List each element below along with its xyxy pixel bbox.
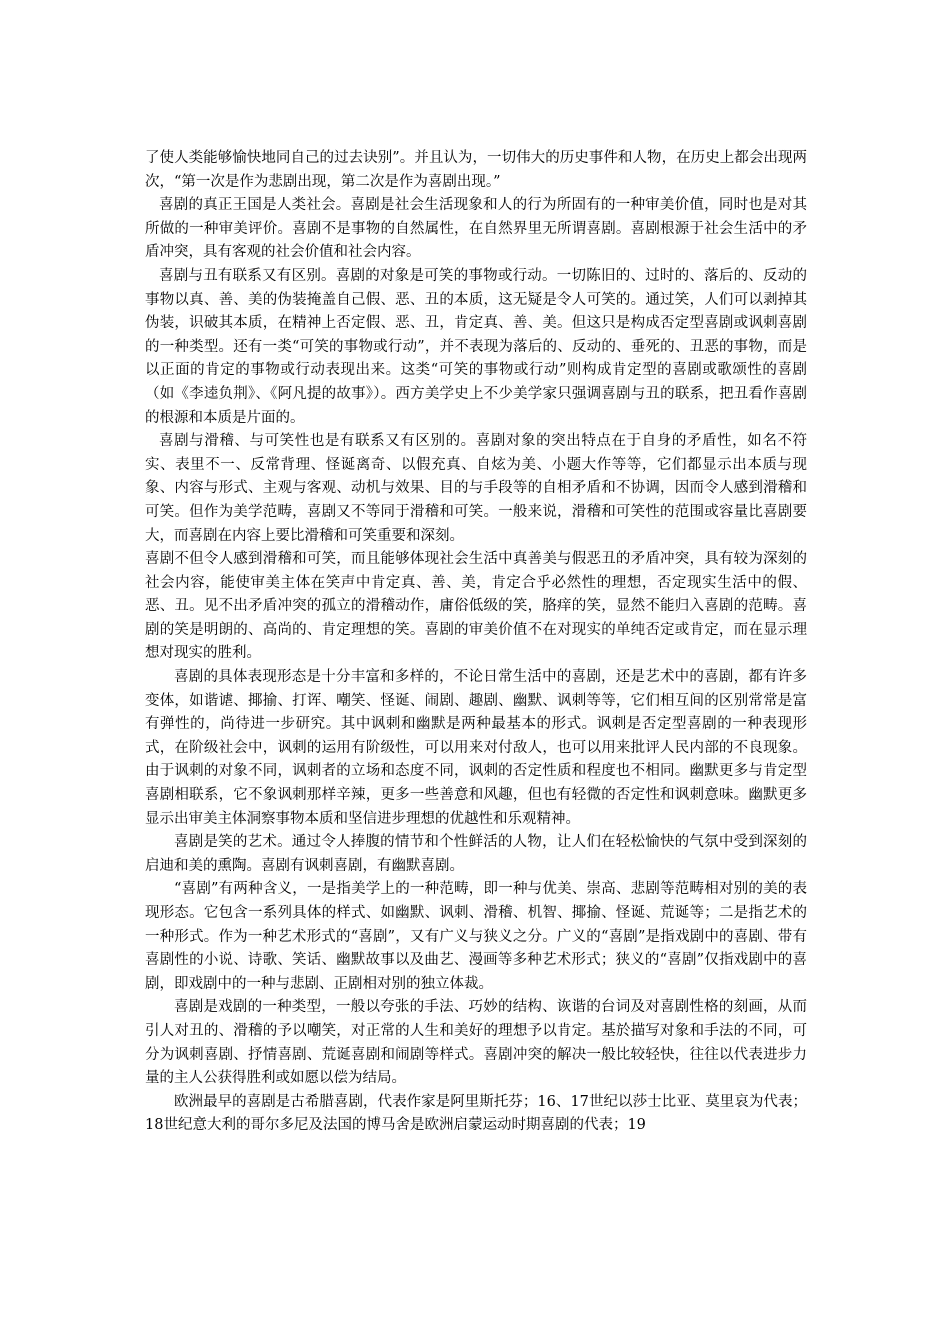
paragraph-2: 喜剧的真正王国是人类社会。喜剧是社会生活现象和人的行为所固有的一种审美价值，同时也是对其所做的一种审美评价。喜剧不是事物的自然属性，在自然界里无所谓喜剧。喜剧根源于社会生活中的矛盾冲突，具有客观的社会价值和社会内容。 (145, 197, 807, 261)
paragraph-10: 欧洲最早的喜剧是古希腊喜剧，代表作家是阿里斯托芬；16、17世纪以莎士比亚、莫里哀为代表；18世纪意大利的哥尔多尼及法国的博马舍是欧洲启蒙运动时期喜剧的代表；19 (145, 1093, 807, 1134)
paragraph-4: 喜剧与滑稽、与可笑性也是有联系又有区别的。喜剧对象的突出特点在于自身的矛盾性，如名不符实、表里不一、反常背理、怪诞离奇、以假充真、自炫为美、小题大作等等，它们都显示出本质与现象、内容与形式、主观与客观、动机与效果、目的与手段等的自相矛盾和不协调，因而令人感到滑稽和可笑。但作为美学范畴，喜剧又不等同于滑稽和可笑。一般来说，滑稽和可笑性的范围或容量比喜剧要大，而喜剧在内容上要比滑稽和可笑重要和深刻。 (145, 433, 807, 544)
paragraph-1: 了使人类能够愉快地同自己的过去诀别”。并且认为，一切伟大的历史事件和人物，在历史上都会出现两次，“第一次是作为悲剧出现，第二次是作为喜剧出现。” (145, 150, 807, 190)
paragraph-5: 喜剧不但令人感到滑稽和可笑，而且能够体现社会生活中真善美与假恶丑的矛盾冲突，具有较为深刻的社会内容，能使审美主体在笑声中肯定真、善、美，肯定合乎必然性的理想，否定现实生活中的假、恶、丑。见不出矛盾冲突的孤立的滑稽动作，庸俗低级的笑，胳痒的笑，显然不能归入喜剧的范畴。喜剧的笑是明朗的、高尚的、肯定理想的笑。喜剧的审美价值不在对现实的单纯否定或肯定，而在显示理想对现实的胜利。 (145, 551, 807, 662)
paragraph-8: “喜剧”有两种含义，一是指美学上的一种范畴，即一种与优美、崇高、悲剧等范畴相对别的美的表现形态。它包含一系列具体的样式、如幽默、讽刺、滑稽、机智、揶揄、怪诞、荒诞等；二是指艺术的一种形式。作为一种艺术形式的“喜剧”，又有广义与狭义之分。广义的“喜剧”是指戏剧中的喜剧、带有喜剧性的小说、诗歌、笑话、幽默故事以及曲艺、漫画等多种艺术形式；狭义的“喜剧”仅指戏剧中的喜剧，即戏剧中的一种与悲剧、正剧相对别的独立体裁。 (145, 881, 807, 992)
paragraph-6: 喜剧的具体表现形态是十分丰富和多样的，不论日常生活中的喜剧，还是艺术中的喜剧，都有许多变体，如谐谑、揶揄、打诨、嘲笑、怪诞、闹剧、趣剧、幽默、讽刺等等，它们相互间的区别常常是富有弹性的，尚待进一步研究。其中讽刺和幽默是两种最基本的形式。讽刺是否定型喜剧的一种表现形式，在阶级社会中，讽刺的运用有阶级性，可以用来对付敌人，也可以用来批评人民内部的不良现象。由于讽刺的对象不同，讽刺者的立场和态度不同，讽刺的否定性质和程度也不相同。幽默更多与肯定型喜剧相联系，它不象讽刺那样辛辣，更多一些善意和风趣，但也有轻微的否定性和讽刺意味。幽默更多显示出审美主体洞察事物本质和坚信进步理想的优越性和乐观精神。 (145, 669, 807, 827)
document-page (145, 147, 807, 1138)
paragraph-7: 喜剧是笑的艺术。通过令人捧腹的情节和个性鲜活的人物，让人们在轻松愉快的气氛中受到深刻的启迪和美的熏陶。喜剧有讽刺喜剧，有幽默喜剧。 (145, 834, 807, 874)
paragraph-9: 喜剧是戏剧的一种类型，一般以夸张的手法、巧妙的结构、诙谐的台词及对喜剧性格的刻画，从而引人对丑的、滑稽的予以嘲笑，对正常的人生和美好的理想予以肯定。基於描写对象和手法的不同，可分为讽刺喜剧、抒情喜剧、荒诞喜剧和闹剧等样式。喜剧冲突的解决一般比较轻快，往往以代表进步力量的主人公获得胜利或如愿以偿为结局。 (145, 999, 807, 1087)
paragraph-3: 喜剧与丑有联系又有区别。喜剧的对象是可笑的事物或行动。一切陈旧的、过时的、落后的、反动的事物以真、善、美的伪装掩盖自己假、恶、丑的本质，这无疑是令人可笑的。通过笑，人们可以剥掉其伪装，识破其本质，在精神上否定假、恶、丑，肯定真、善、美。但这只是构成否定型喜剧或讽刺喜剧的一种类型。还有一类“可笑的事物或行动”，并不表现为落后的、反动的、垂死的、丑恶的事物，而是以正面的肯定的事物或行动表现出来。这类“可笑的事物或行动”则构成肯定型的喜剧或歌颂性的喜剧（如《李逵负荆》、《阿凡提的故事》）。西方美学史上不少美学家只强调喜剧与丑的联系，把丑看作喜剧的根源和本质是片面的。 (145, 267, 807, 426)
